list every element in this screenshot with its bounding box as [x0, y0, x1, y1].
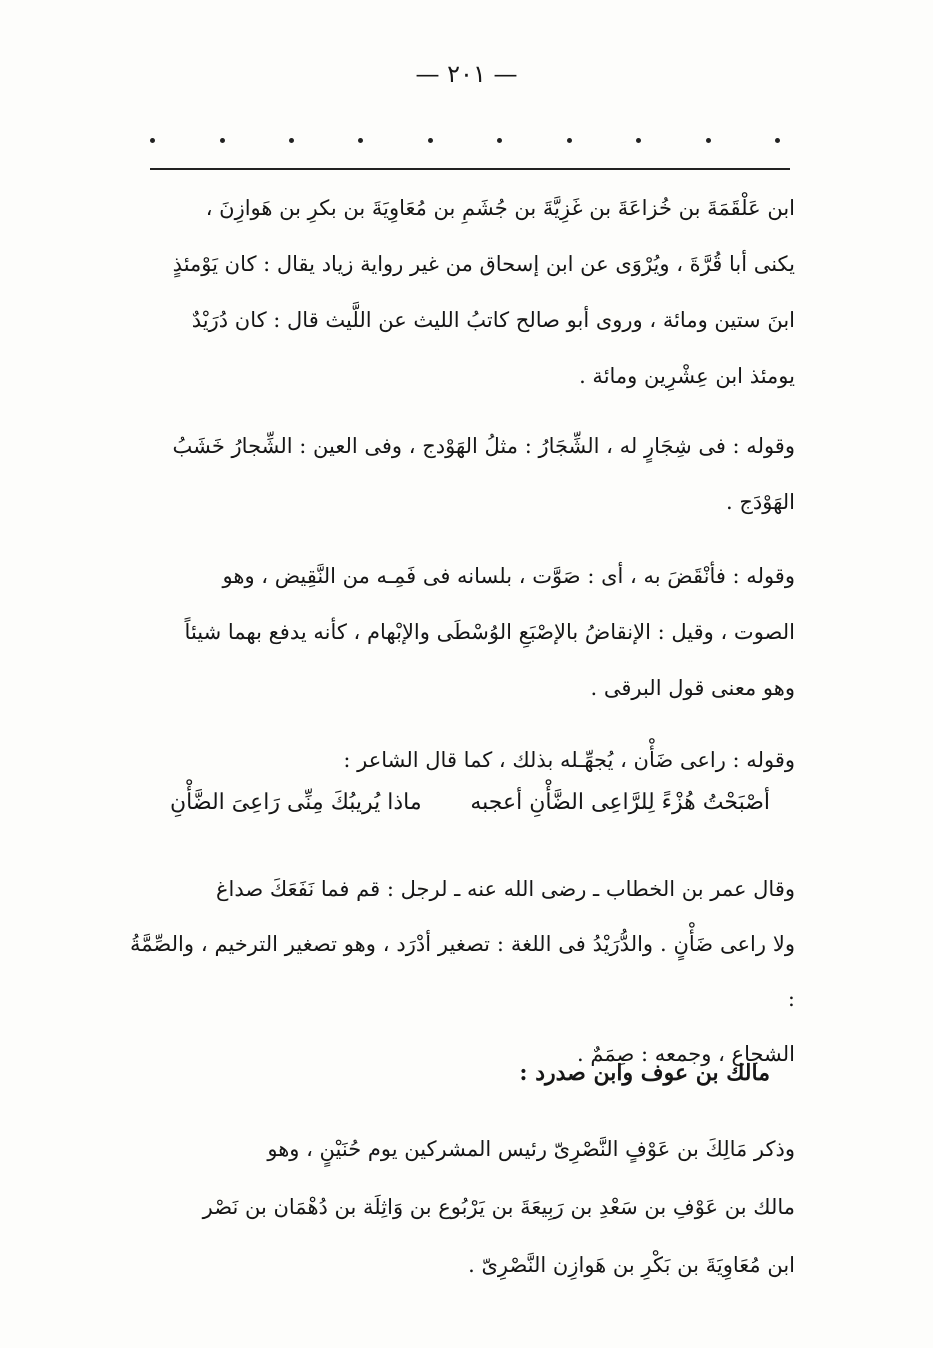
text-line: وهو معنى قول البرقى . [590, 676, 795, 700]
dot-ornament [497, 138, 502, 143]
poetry-verse [170, 790, 770, 815]
verse-second-hemistich: ماذا يُريبُكَ مِنِّى رَاعِىَ الضَّأْنِ [170, 790, 422, 815]
text-line: وقوله : فى شِجَارٍ له ، الشِّجَارُ : مثلُ الهَوْدج ، وفى العين : الشِّجارُ خَشَبُ [172, 434, 795, 458]
text-line: ابن عَلْقَمَةَ بن خُزاعَةَ بن غَزِيَّةَ بن جُشَمِ بن مُعَاوِيَةَ بن بكرِ بن هَوازِنَ ، [205, 196, 795, 220]
text-line: ابن مُعَاوِيَةَ بن بَكْرِ بن هَوازِن النَّصْرِىّ . [468, 1253, 795, 1277]
dot-ornament [428, 138, 433, 143]
text-line: وقوله : راعى ضَأْن ، يُجهِّـله بذلك ، كما قال الشاعر : [343, 748, 795, 772]
dot-ornament [706, 138, 711, 143]
paragraph-anqad [130, 548, 795, 716]
dot-ornament [775, 138, 780, 143]
paragraph-lineage [130, 180, 795, 404]
text-line: ولا راعى ضَأْنٍ . والدُّرَيْدُ فى اللغة : تصغير أدْرَد ، وهو تصغير الترخيم ، والصِّمَّةُ : [130, 932, 795, 1011]
paragraph-raai-daan [130, 735, 795, 785]
text-line: الهَوْدَج . [725, 490, 795, 514]
page-number: — ٢٠١ — [415, 60, 518, 88]
paragraph-malik [130, 1120, 795, 1294]
dot-ornament [636, 138, 641, 143]
text-line: وقال عمر بن الخطاب ـ رضى الله عنه ـ لرجل : قم فما نَفَعَكَ صداغ [216, 877, 795, 901]
dot-ornament [150, 138, 155, 143]
text-line: ابنَ ستين ومائة ، وروى أبو صالح كاتبُ الليث عن اللَّيث قال : كان دُرَيْدٌ [191, 308, 795, 332]
dot-ornament [567, 138, 572, 143]
text-line: وقوله : فأنْقَضَ به ، أى : صَوَّت ، بلسانه فى فَمِـه من النَّقِيض ، وهو [222, 564, 795, 588]
section-heading: مالك بن عوف وابن صدرد : [519, 1060, 770, 1086]
paragraph-shijar [130, 418, 795, 530]
dot-ornament [358, 138, 363, 143]
verse-first-hemistich: أصْبَحْتُ هُزْءً لِلرَّاعِى الضَّأْنِ أعجبه [470, 790, 770, 815]
text-line: يومئذ ابن عِشْرِين ومائة . [579, 364, 795, 388]
paragraph-umar [130, 862, 795, 1082]
text-line: مالك بن عَوْفِ بن سَعْدِ بن رَبِيعَةَ بن يَرْبُوع بن وَاثِلَة بن دُهْمَان بن نَصْر [202, 1195, 795, 1219]
text-line: وذكر مَالِكَ بن عَوْفٍ النَّصْرِىّ رئيس المشركين يوم حُنَيْنٍ ، وهو [267, 1137, 795, 1161]
text-line: يكنى أبا قُرَّةَ ، ويُرْوَى عن ابن إسحاق من غير رواية زياد يقال : كان يَوْمئذٍ [172, 252, 795, 276]
text-line: الشجاع ، وجمعه : صِمَمٌ . [577, 1042, 795, 1066]
ornamental-dots [150, 138, 780, 143]
dot-ornament [289, 138, 294, 143]
horizontal-rule [150, 168, 790, 170]
text-line: الصوت ، وقيل : الإنقاضُ بالإصْبَعِ الوُسْطَى والإبْهام ، كأنه يدفع بهما شيئاً [184, 620, 795, 644]
dot-ornament [220, 138, 225, 143]
